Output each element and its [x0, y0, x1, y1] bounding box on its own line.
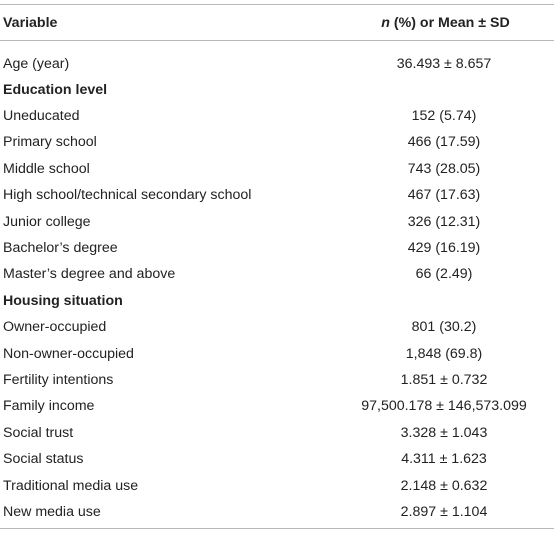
variable-value: 4.311 ± 1.623 — [401, 451, 487, 468]
table-body — [0, 41, 554, 529]
variable-label: High school/technical secondary school — [3, 187, 252, 204]
variable-value: 66 (2.49) — [415, 266, 473, 283]
table-row — [0, 235, 554, 261]
table-header — [0, 5, 554, 41]
variable-label: Social trust — [3, 424, 74, 441]
variable-label: Non-owner-occupied — [3, 345, 134, 362]
variable-value: 1.851 ± 0.732 — [400, 371, 488, 388]
variable-label: Fertility intentions — [3, 371, 114, 388]
table-row — [0, 340, 554, 366]
table-row — [0, 472, 554, 498]
variable-value: 36.493 ± 8.657 — [396, 55, 492, 72]
section-label: Housing situation — [3, 292, 123, 309]
table-row — [0, 208, 554, 234]
table-row — [0, 156, 554, 182]
table-row — [0, 41, 554, 77]
variable-label: Social status — [3, 451, 84, 468]
table-row — [0, 367, 554, 393]
variable-label: Owner-occupied — [3, 319, 107, 336]
table-row — [0, 420, 554, 446]
variable-label: Uneducated — [3, 108, 80, 125]
table-row — [0, 182, 554, 208]
descriptive-statistics-table — [0, 4, 554, 529]
variable-value: 326 (12.31) — [407, 213, 481, 230]
table-row — [0, 103, 554, 129]
variable-value: 1,848 (69.8) — [405, 345, 483, 362]
variable-value: 2.148 ± 0.632 — [400, 477, 488, 494]
variable-value: 466 (17.59) — [407, 134, 481, 151]
table-row — [0, 314, 554, 340]
variable-value: 429 (16.19) — [407, 240, 481, 257]
variable-value: 97,500.178 ± 146,573.099 — [361, 398, 527, 415]
header-variable: Variable — [0, 5, 334, 41]
variable-value: 3.328 ± 1.043 — [400, 424, 488, 441]
header-value-italic-n: n — [381, 14, 390, 31]
variable-label: Age (year) — [3, 55, 70, 72]
variable-label: Primary school — [3, 134, 97, 151]
variable-value: 2.897 ± 1.104 — [334, 499, 554, 529]
variable-value — [334, 77, 554, 103]
variable-value: 801 (30.2) — [411, 319, 477, 336]
section-header-row — [0, 77, 554, 103]
variable-value: 152 (5.74) — [411, 108, 477, 125]
table-row — [0, 393, 554, 419]
variable-label: Family income — [3, 398, 95, 415]
table-row — [0, 499, 554, 529]
header-value — [334, 5, 554, 41]
variable-label: Master’s degree and above — [3, 266, 176, 283]
variable-label: New media use — [0, 499, 334, 529]
table-row — [0, 446, 554, 472]
table-row — [0, 261, 554, 287]
variable-value: 467 (17.63) — [407, 187, 481, 204]
section-label: Education level — [3, 81, 108, 98]
section-header-row — [0, 288, 554, 314]
variable-value — [334, 288, 554, 314]
header-row — [0, 5, 554, 41]
variable-label: Middle school — [3, 160, 90, 177]
header-value-rest: (%) or Mean ± SD — [389, 14, 510, 31]
variable-value: 743 (28.05) — [407, 160, 481, 177]
variable-label: Bachelor’s degree — [3, 240, 118, 257]
variable-label: Junior college — [3, 213, 91, 230]
table-row — [0, 129, 554, 155]
variable-label: Traditional media use — [3, 477, 139, 494]
